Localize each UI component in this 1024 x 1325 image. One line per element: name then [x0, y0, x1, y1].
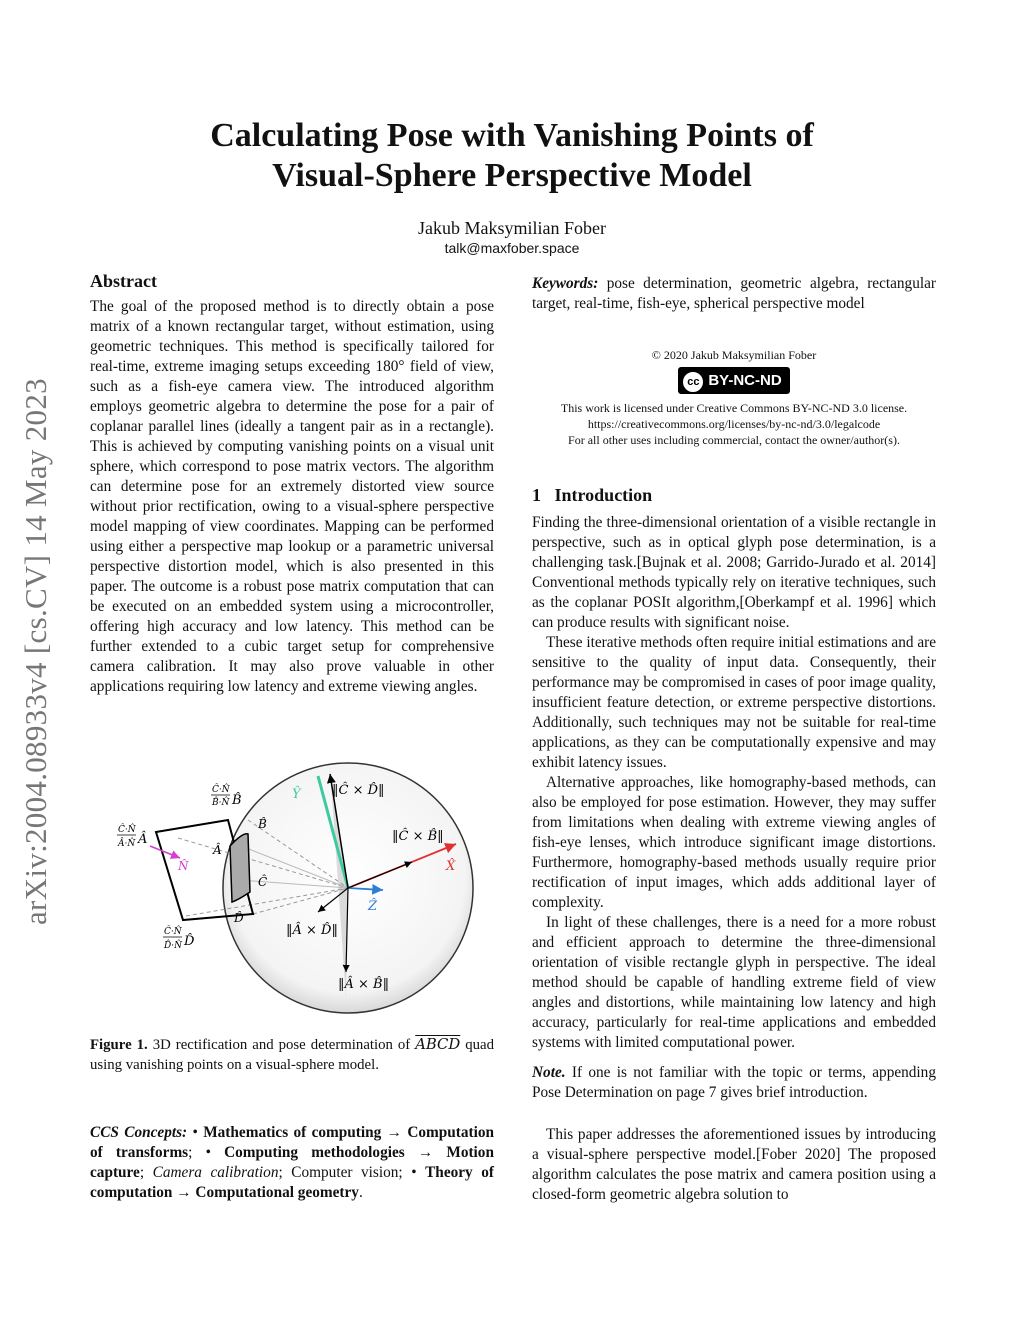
ccs-label: CCS Concepts: [90, 1124, 188, 1141]
introduction-section [532, 485, 936, 1205]
figure-diagram [108, 762, 508, 1032]
cc-license-badge[interactable] [678, 367, 789, 394]
label-cxd: ‖Ĉ × D̂‖ [332, 783, 385, 798]
abstract-text: The goal of the proposed method is to directly obtain a pose matrix of a known rectangular target, without estimation, using geometric techniques. This method is specifically tailored for real-time, extreme imaging setups exceeding 180° field of view, such as a fish-eye camera view. The introduced algorithm employs geometric algebra to determine the pose for a pair of coplanar parallel lines (ideally a tangent pair as in a rectangle). This is achieved by computing vanishing points on a visual unit sphere, which correspond to pose matrix vectors. The algorithm can determine pose for an extremely distorted view source without prior rectification, owing to a visual-sphere perspective model mapping of view coordinates. Mapping can be performed using either a perspective map lookup or a parametric universal perspective distortion model, which is also presented in this paper. The outcome is a robust pose matrix computation that can be executed on an embedded system using a microcontroller, offering high accuracy and low latency. This method can be further extended to a cubic target setup for comprehensive camera calibration. It may also prove valuable in other applications requiring low latency and extreme viewing angles. [90, 298, 494, 695]
ccs-b2: Computing methodologies [224, 1144, 405, 1161]
figure-caption [90, 1035, 494, 1075]
intro-p1: Finding the three-dimensional orientation of a visible rectangle in perspective, such as in optical glyph pose determination, is a challenging task.[Bujnak et al. 2008; Garrido-Jurado et al. 2014] Conventional methods typically rely on iterative techniques, such as the coplanar POSIt algorithm,[Oberkampf et al. 1996] which can produce results with significant noise. [532, 514, 936, 631]
frac-a [117, 823, 147, 849]
keywords-label: Keywords: [532, 275, 599, 292]
ccs-i1: Camera calibration [152, 1164, 279, 1181]
title-line-1: Calculating Pose with Vanishing Points of [210, 117, 814, 154]
abstract-section [90, 271, 494, 697]
svg-text:D̂·N̂: D̂·N̂ [164, 941, 182, 951]
label-n: N̂ [178, 859, 189, 873]
frac-d [163, 925, 195, 951]
ccs-b2b: Motion capture [90, 1144, 494, 1181]
caption-math: ABCD [415, 1036, 461, 1053]
intro-heading-number: 1 [532, 485, 541, 505]
arxiv-identifier[interactable]: arXiv:2004.08933v4 [cs.CV] 14 May 2023 [18, 378, 53, 925]
note-label: Note. [532, 1064, 566, 1081]
intro-p4: In light of these challenges, there is a need for a more robust and efficient approach to determine the three-dimensional orientation of visible rectangle glyph in perspective. The ideal method should be capable of handling extreme field of view angles and distortions, while maintaining low latency and high accuracy, particularly for real-time applications and embedded systems with limited computational power. [532, 914, 936, 1051]
keywords-text: pose determination, geometric algebra, rectangular target, real-time, fish-eye, spherical perspective model [532, 275, 936, 312]
svg-text:Â·N̂: Â·N̂ [118, 839, 136, 849]
cc-badge-text: BY-NC-ND [708, 372, 782, 389]
caption-label: Figure 1. [90, 1037, 148, 1053]
label-d: D̂ [234, 911, 244, 925]
caption-text-2: quad using vanishing points on a visual-sphere model. [90, 1037, 495, 1073]
intro-heading [532, 485, 936, 505]
svg-text:Ĉ·N̂: Ĉ·N̂ [118, 825, 136, 835]
caption-text: 3D rectification and pose determination of [152, 1037, 411, 1053]
svg-text:Ĉ·N̂: Ĉ·N̂ [164, 927, 182, 937]
label-b: B̂ [258, 817, 267, 831]
ccs-b1b: Computation of transforms [90, 1124, 495, 1161]
ccs-concepts: CCS Concepts: • Mathematics of computing → Computation of transforms; • Computing methodologies → Motion capture; Camera calibration; Computer vision; • Theory of computation → Computational geometry. [90, 1124, 495, 1201]
intro-p3: Alternative approaches, like homography-based methods, can also be employed for pose estimation. However, they may suffer from limitations when dealing with extreme viewing angles of fish-eye lenses, which introduce significant image distortions. Furthermore, homography-based methods usually require prior rectification of input images, which adds additional layer of complexity. [532, 774, 936, 911]
license-url[interactable]: https://creativecommons.org/licenses/by-nc-nd/3.0/legalcode [587, 417, 881, 431]
intro-p5: This paper addresses the aforementioned issues by introducing a visual-sphere perspective model.[Fober 2020] The proposed algorithm calculates the pose matrix and camera position using a closed-form geometric algebra solution to [532, 1126, 936, 1203]
ccs-t1: Computer vision; [291, 1164, 403, 1181]
license-line-3: For all other uses including commercial, contact the owner/author(s). [568, 433, 900, 447]
figure-1 [108, 762, 508, 1032]
ccs-b3: Theory of computation [90, 1164, 494, 1201]
ccs-b1: Mathematics of computing [203, 1124, 382, 1141]
svg-text:Ĉ·N̂: Ĉ·N̂ [212, 785, 230, 795]
svg-text:B̂·N̂: B̂·N̂ [212, 798, 230, 808]
label-x: X̂ [446, 859, 456, 874]
label-z: Ẑ [368, 899, 378, 914]
abstract-heading: Abstract [90, 271, 157, 291]
intro-note [532, 1063, 936, 1103]
copyright: © 2020 Jakub Maksymilian Fober [651, 348, 817, 362]
label-a: Â [213, 843, 222, 857]
intro-heading-text: Introduction [554, 485, 653, 505]
author-name: Jakub Maksymilian Fober [418, 218, 606, 238]
n-vector [150, 846, 180, 858]
license-block [532, 347, 936, 448]
svg-text:B̂: B̂ [232, 793, 242, 808]
svg-text:D̂: D̂ [184, 934, 195, 949]
label-c: Ĉ [258, 875, 268, 889]
note-text: If one is not familiar with the topic or terms, appending Pose Determination on page 7 gives brief introduction. [532, 1064, 936, 1101]
license-line-1: This work is licensed under Creative Commons BY-NC-ND 3.0 license. [560, 401, 908, 415]
frac-b [211, 783, 242, 808]
label-cxb: ‖Ĉ × B̂‖ [392, 829, 444, 844]
label-axd: ‖Â × D̂‖ [286, 923, 338, 938]
label-axb: ‖Â × B̂‖ [338, 977, 390, 992]
cc-icon: cc [682, 371, 704, 393]
ccs-b3b: Computational geometry [195, 1184, 359, 1201]
title-line-2: Visual-Sphere Perspective Model [272, 157, 752, 194]
svg-text:Â: Â [138, 832, 148, 847]
keywords [532, 274, 936, 314]
label-y: Ŷ [292, 787, 301, 802]
author-email[interactable]: talk@maxfober.space [444, 240, 580, 256]
paper-title [0, 116, 1024, 196]
intro-p2: These iterative methods often require initial estimations and are sensitive to the quality of input data. Consequently, their performance may be compromised in cases of poor image quality, insufficient feature detection, or extreme perspective distortions. Additionally, such techniques may not be suitable for real-time applications, as they can be computationally expensive and may exhibit latency issues. [532, 634, 936, 771]
